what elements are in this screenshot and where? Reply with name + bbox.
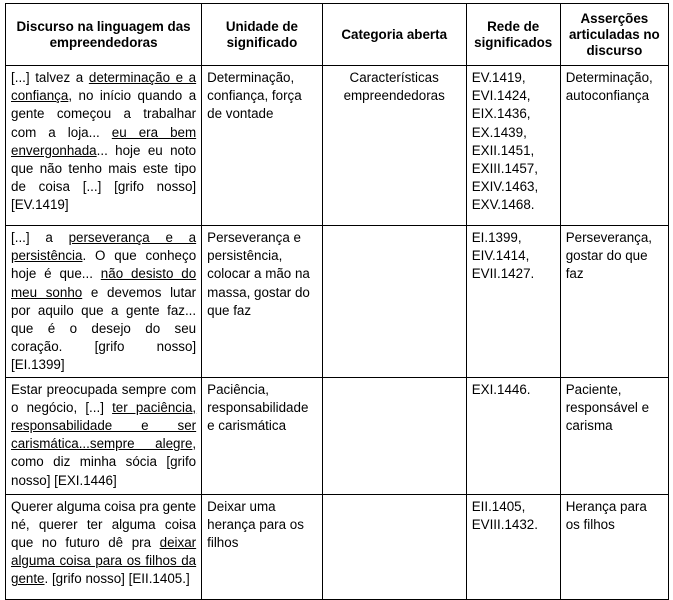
- rede-code: EI.1399,: [471, 230, 522, 245]
- unidade-cell: Paciência, responsabilidade e carismática: [202, 377, 323, 494]
- categoria-cell: Características empreendedoras: [322, 66, 466, 226]
- discourse-text: . [grifo nosso] [EII.1405.]: [44, 571, 190, 587]
- discourse-text: , como diz minha sócia [grifo nosso] [EXI.1446]: [11, 436, 197, 488]
- header-discurso: Discurso na linguagem das empreendedoras: [6, 4, 202, 66]
- underlined-passage: deixar alguma coisa para os filhos da gente: [11, 535, 197, 587]
- discurso-cell: [6, 494, 202, 599]
- rede-code: EXI.1446.: [471, 381, 531, 397]
- rede-code: EV.1419,: [471, 70, 526, 85]
- underlined-passage: determinação e a confiança: [11, 70, 197, 104]
- header-assercoes: Asserções articuladas no discurso: [560, 4, 668, 66]
- header-categoria: Categoria aberta: [322, 4, 466, 66]
- underlined-passage: ter paciência, responsabilidade e ser carismática...sempre alegre: [11, 399, 197, 452]
- discourse-text: ... hoje eu noto que não tenho mais este tipo de coisa [...] [grifo nosso] [EV.1419]: [11, 142, 197, 213]
- discourse-text: [...] a: [11, 230, 69, 245]
- rede-code: EVII.1427.: [471, 266, 535, 282]
- rede-code: EVI.1424,: [471, 88, 531, 104]
- assercoes-cell: Paciente, responsável e carisma: [560, 377, 668, 494]
- assercoes-cell: Determinação, autoconfiança: [560, 66, 668, 226]
- unidade-cell: Deixar uma herança para os filhos: [202, 494, 323, 599]
- rede-cell: [466, 494, 560, 599]
- rede-code: EX.1439,: [471, 124, 527, 140]
- unidade-cell: Perseverança e persistência, colocar a mão na massa, gostar do que faz: [202, 226, 323, 378]
- discourse-text: . O que conheço hoje é que...: [11, 248, 197, 282]
- table-row: [6, 377, 669, 494]
- discurso-cell: [6, 226, 202, 378]
- analysis-table: [5, 3, 669, 600]
- rede-cell: [466, 66, 560, 226]
- discurso-cell: [6, 66, 202, 226]
- rede-code: EVIII.1432.: [471, 516, 538, 532]
- table-row: [6, 66, 669, 226]
- header-rede: Rede de significados: [466, 4, 560, 66]
- categoria-cell: [322, 377, 466, 494]
- discourse-text: Estar preocupada sempre com o negócio, [...]: [11, 381, 197, 415]
- table-row: [6, 494, 669, 599]
- assercoes-cell: Herança para os filhos: [560, 494, 668, 599]
- underlined-passage: perseverança e a persistência: [11, 230, 197, 264]
- rede-code: EXIV.1463,: [471, 179, 539, 195]
- categoria-cell: [322, 226, 466, 378]
- assercoes-cell: Perseverança, gostar do que faz: [560, 226, 668, 378]
- underlined-passage: eu era bem envergonhada: [11, 124, 197, 158]
- discourse-text: , no início quando a gente começou a trabalhar com a loja...: [11, 88, 197, 140]
- discourse-text: e devemos lutar por aquilo que a gente faz... que é o desejo do seu coração. [grifo nosso] [EI.1399]: [11, 284, 197, 373]
- rede-code: EIV.1414,: [471, 248, 530, 264]
- rede-cell: [466, 377, 560, 494]
- rede-code: EXII.1451,: [471, 142, 535, 158]
- discurso-cell: [6, 377, 202, 494]
- header-unidade: Unidade de significado: [202, 4, 323, 66]
- categoria-cell: [322, 494, 466, 599]
- rede-cell: [466, 226, 560, 378]
- underlined-passage: não desisto do meu sonho: [11, 266, 197, 300]
- table-header-row: [6, 4, 669, 66]
- rede-code: EXV.1468.: [471, 197, 535, 213]
- discourse-text: [...] talvez a: [11, 70, 89, 85]
- rede-code: EII.1405,: [471, 498, 526, 514]
- table-row: [6, 226, 669, 378]
- rede-code: EIX.1436,: [471, 106, 531, 122]
- unidade-cell: Determinação, confiança, força de vontade: [202, 66, 323, 226]
- rede-code: EXIII.1457,: [471, 161, 538, 177]
- discourse-text: Querer alguma coisa pra gente né, querer ter alguma coisa que no futuro dê pra: [11, 498, 197, 551]
